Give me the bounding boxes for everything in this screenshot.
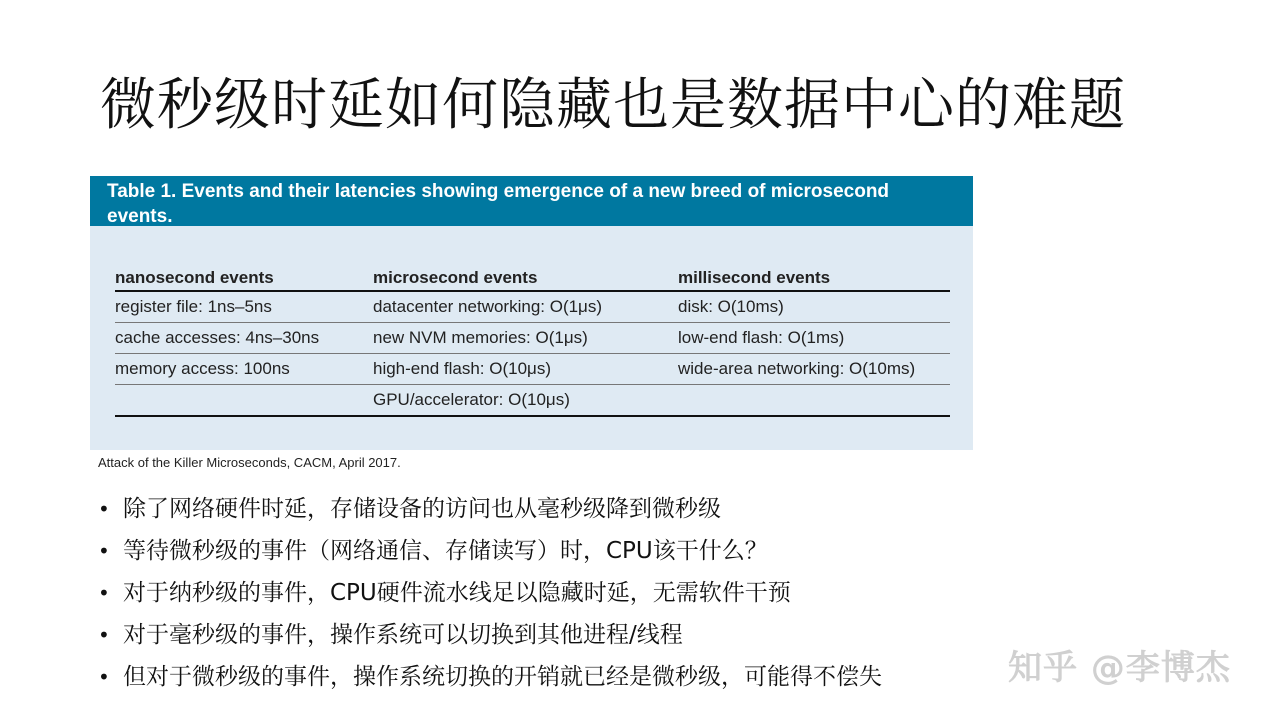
table-header-bar: Table 1. Events and their latencies showing emergence of a new breed of microsecond events. xyxy=(90,176,973,226)
table-wrapper xyxy=(115,264,950,417)
bullet-icon: • xyxy=(98,665,110,689)
bullet-item xyxy=(98,572,882,614)
table-row xyxy=(115,323,950,354)
bullet-icon: • xyxy=(98,623,110,647)
table-cell: cache accesses: 4ns–30ns xyxy=(115,323,373,354)
column-header-nanosecond: nanosecond events xyxy=(115,264,373,291)
table-row xyxy=(115,354,950,385)
table-cell: low-end flash: O(1ms) xyxy=(678,323,950,354)
bullet-icon: • xyxy=(98,497,110,521)
bullet-icon: • xyxy=(98,539,110,563)
table-cell: register file: 1ns–5ns xyxy=(115,291,373,323)
table-cell xyxy=(678,385,950,417)
bullet-item xyxy=(98,488,882,530)
table-cell: memory access: 100ns xyxy=(115,354,373,385)
figure-caption: Attack of the Killer Microseconds, CACM, April 2017. xyxy=(98,455,401,470)
latency-table-figure xyxy=(90,176,973,450)
table-header-row xyxy=(115,264,950,291)
bullet-item xyxy=(98,614,882,656)
latency-table xyxy=(115,264,950,417)
bullet-list xyxy=(98,488,882,698)
table-cell: wide-area networking: O(10ms) xyxy=(678,354,950,385)
bullet-text: 但对于微秒级的事件，操作系统切换的开销就已经是微秒级，可能得不偿失 xyxy=(123,664,882,690)
column-header-microsecond: microsecond events xyxy=(373,264,678,291)
slide-title: 微秒级时延如何隐藏也是数据中心的难题 xyxy=(100,73,1126,138)
bullet-item xyxy=(98,530,882,572)
bullet-text: 除了网络硬件时延，存储设备的访问也从毫秒级降到微秒级 xyxy=(123,496,721,522)
bullet-text: 等待微秒级的事件（网络通信、存储读写）时，CPU该干什么？ xyxy=(123,538,768,564)
table-cell: datacenter networking: O(1μs) xyxy=(373,291,678,323)
bullet-item xyxy=(98,656,882,698)
bullet-icon: • xyxy=(98,581,110,605)
table-row xyxy=(115,291,950,323)
table-row xyxy=(115,385,950,417)
table-cell xyxy=(115,385,373,417)
table-cell: GPU/accelerator: O(10μs) xyxy=(373,385,678,417)
bullet-text: 对于纳秒级的事件，CPU硬件流水线足以隐藏时延，无需软件干预 xyxy=(123,580,791,606)
column-header-millisecond: millisecond events xyxy=(678,264,950,291)
zhihu-watermark: 知乎 @李博杰 xyxy=(1008,648,1231,688)
bullet-text: 对于毫秒级的事件，操作系统可以切换到其他进程/线程 xyxy=(123,622,683,648)
table-cell: disk: O(10ms) xyxy=(678,291,950,323)
table-cell: new NVM memories: O(1μs) xyxy=(373,323,678,354)
table-cell: high-end flash: O(10μs) xyxy=(373,354,678,385)
